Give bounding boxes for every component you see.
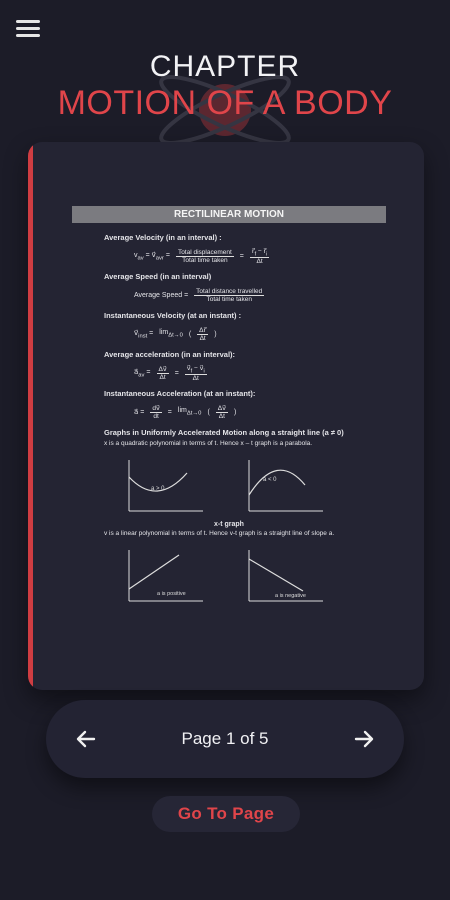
avg-speed-label: Average Speed = [134, 291, 189, 299]
vt-graphs [102, 545, 342, 607]
heading-instantaneous-acceleration: Instantaneous Acceleration (at an instant): [104, 389, 256, 398]
graph-line-positive [117, 545, 207, 607]
avg-speed-denominator: Total time taken [206, 295, 252, 303]
graph-parabola-up [117, 455, 207, 517]
equation-average-speed [134, 284, 386, 306]
page-indicator: Page 1 of 5 [181, 729, 269, 748]
doc-title: RECTILINEAR MOTION [72, 206, 386, 223]
equation-average-acceleration: $a⃗_{av}$ = $\frac{\Delta v⃗}{\Delta t}$ = $\frac{v⃗_f - v⃗_i}{\Delta t}$ [134, 364, 205, 383]
page-navigator [46, 700, 404, 778]
avg-velocity-numerator: Total displacement [177, 248, 232, 256]
chapter-label: CHAPTER [149, 50, 301, 83]
arrow-right-icon[interactable] [352, 727, 376, 751]
page-card [28, 142, 424, 690]
document-page [72, 206, 386, 666]
paragraph-xt: x is a quadratic polynomial in terms of t. Hence x – t graph is a parabola. [104, 440, 313, 447]
graph-parabola-down [237, 455, 327, 517]
graph2-label: a < 0 [263, 476, 277, 483]
equation-instantaneous-acceleration: a⃗ = $\frac{dv⃗}{dt}$ = $\lim_{\Delta t\to 0}$ ( $\frac{\Delta v⃗}{\Delta t}$ ) [134, 405, 237, 420]
avg-velocity-denominator: Total time taken [182, 256, 228, 264]
heading-average-speed: Average Speed (in an interval) [104, 272, 212, 281]
equation-instantaneous-velocity: $v⃗_{inst}$ = $\lim_{\Delta t\to 0}$ ( $\frac{\Delta r⃗}{\Delta t}$ ) [134, 327, 217, 342]
heading-instantaneous-velocity: Instantaneous Velocity (at an instant) : [104, 311, 242, 320]
chapter-title: MOTION OF A BODY [57, 84, 393, 122]
heading-graphs: Graphs in Uniformly Accelerated Motion along a straight line (a ≠ 0) [104, 428, 344, 437]
graph3-label: a is positive [157, 590, 186, 597]
heading-average-acceleration: Average acceleration (in an interval): [104, 350, 236, 359]
xt-graphs [102, 455, 342, 517]
subheading-xt-graph: x-t graph [214, 520, 244, 528]
graph4-label: a is negative [275, 592, 306, 599]
equation-average-velocity: $v_{av}$ = $v⃗_{avr}$ = $\frac{\text{Total displacement}}{\text{Total time taken}}$ = $\frac{r⃗_f - r⃗_i}{\Delta t}$ [134, 247, 268, 266]
card-accent-bar [28, 142, 33, 690]
paragraph-vt: v is a linear polynomial in terms of t. Hence v-t graph is a straight line of slope a. [104, 529, 335, 537]
graph1-label: a > 0 [151, 485, 165, 492]
heading-average-velocity: Average Velocity (in an interval) : [104, 233, 222, 242]
hamburger-menu-icon[interactable] [16, 20, 40, 40]
graph-line-negative [237, 545, 327, 607]
go-to-page-button[interactable]: Go To Page [152, 796, 300, 832]
avg-speed-numerator: Total distance travelled [196, 287, 263, 295]
